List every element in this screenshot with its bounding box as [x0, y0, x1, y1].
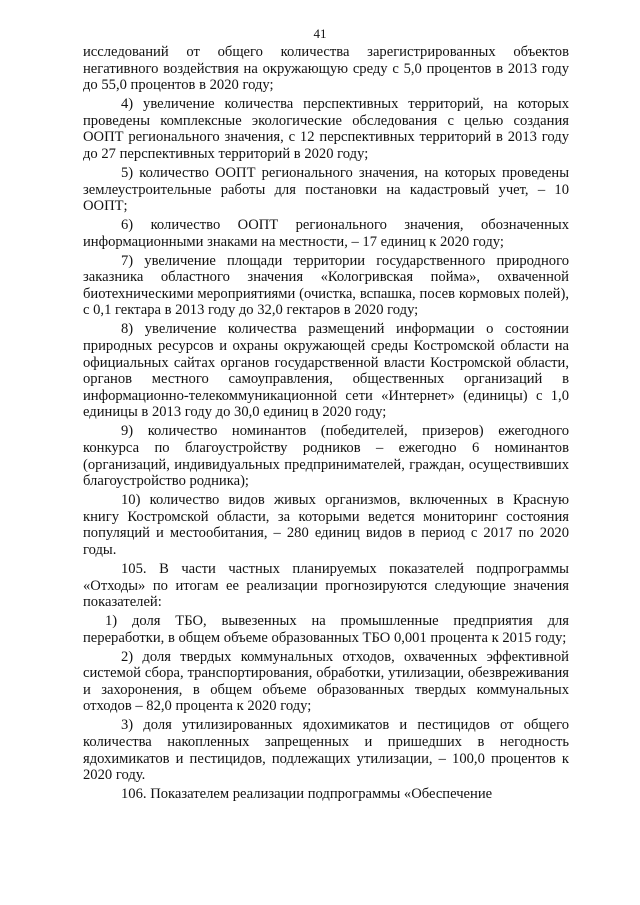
- paragraph-item-7: 7) увеличение площади территории государственного природного заказника областного значения «Кологривская пойма», охваченной биотехническими мероприятиями (очистка, вспашка, посев кормовых полей), с 0,1 гектара в 2013 году до 32,0 гектаров в 2020 году;: [83, 252, 569, 319]
- page-number: 41: [313, 26, 327, 41]
- paragraph-105: 105. В части частных планируемых показателей подпрограммы «Отходы» по итогам ее реализации прогнозируются следующие значения показателей:: [83, 560, 569, 611]
- paragraph-item-9: 9) количество номинантов (победителей, призеров) ежегодного конкурса по благоустройству родников – ежегодно 6 номинантов (организаций, индивидуальных предпринимателей, граждан, осуществивших благоустройство родника);: [83, 423, 569, 490]
- paragraph-item-6: 6) количество ООПТ регионального значения, обозначенных информационными знаками на местности, – 17 единиц к 2020 году;: [83, 217, 569, 250]
- paragraph-continuation: исследований от общего количества зарегистрированных объектов негативного воздействия на окружающую среду с 5,0 процентов в 2013 году до 55,0 процентов в 2020 году;: [83, 44, 569, 94]
- paragraph-item-5: 5) количество ООПТ регионального значения, на которых проведены землеустроительные работы для постановки на кадастровый учет, – 10 ООПТ;: [83, 164, 569, 215]
- paragraph-waste-item-2: 2) доля твердых коммунальных отходов, охваченных эффективной системой сбора, транспортирования, обработки, утилизации, обезвреживания и захоронения, в общем объеме образованных твердых коммунальных отходов – 82,0 процента к 2020 году;: [83, 648, 569, 715]
- paragraph-106: 106. Показателем реализации подпрограммы «Обеспечение: [121, 786, 493, 803]
- paragraph-waste-item-1: 1) доля ТБО, вывезенных на промышленные предприятия для переработки, в общем объеме образованных ТБО 0,001 процента к 2015 году;: [83, 613, 569, 646]
- paragraph-item-8: 8) увеличение количества размещений информации о состоянии природных ресурсов и охраны окружающей среды Костромской области на официальных сайтах органов государственной власти Костромской области, органов местного самоуправления, общественных организаций в информационно-телекоммуникационной сети «Интернет» (единицы) с 1,0 единицы в 2013 году до 30,0 единиц в 2020 году;: [83, 321, 569, 421]
- paragraph-item-4: 4) увеличение количества перспективных территорий, на которых проведены комплексные экологические обследования с целью создания ООПТ регионального значения, с 12 перспективных территорий в 2013 году до 27 перспективных территорий в 2020 году;: [83, 96, 569, 162]
- paragraph-waste-item-3: 3) доля утилизированных ядохимикатов и пестицидов от общего количества накопленных запрещенных и пришедших в негодность ядохимикатов и пестицидов, подлежащих утилизации, – 100,0 процентов к 2020 году.: [83, 717, 569, 784]
- paragraph-item-10: 10) количество видов живых организмов, включенных в Красную книгу Костромской области, за которыми ведется мониторинг состояния популяций и местообитания, – 280 единиц видов в период с 2017 по 2020 годы.: [83, 492, 569, 558]
- document-body: [83, 44, 569, 805]
